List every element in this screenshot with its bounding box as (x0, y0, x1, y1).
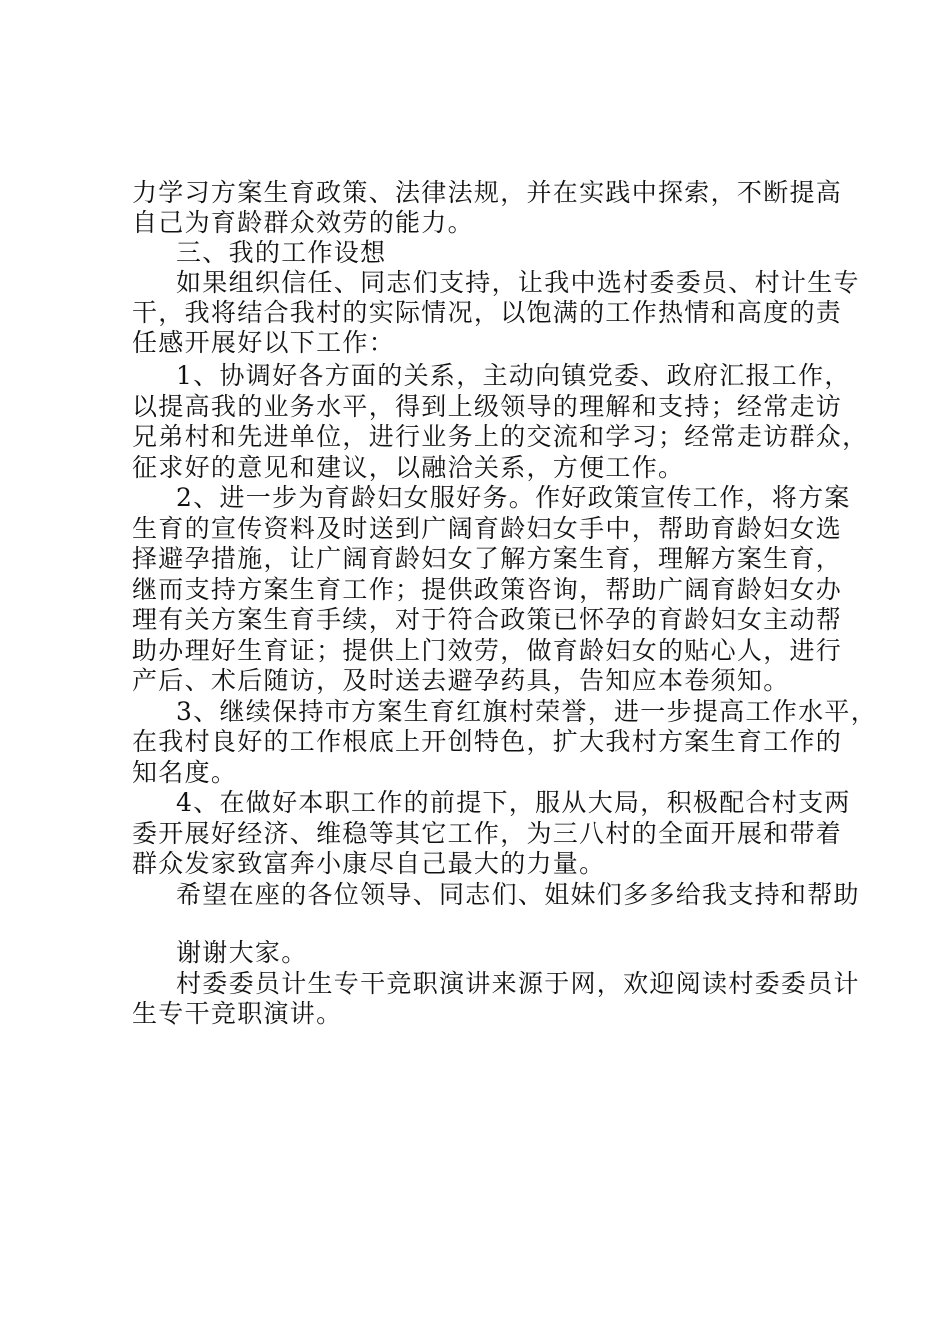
text-line: 如果组织信任、同志们支持，让我中选村委委员、村计生专 (176, 268, 860, 297)
section-heading: 三、我的工作设想 (176, 238, 387, 267)
text-line: 产后、术后随访，及时送去避孕药具，告知应本卷须知。 (132, 666, 790, 695)
text-line: 生专干竞职演讲。 (132, 999, 343, 1028)
text-line: 村委委员计生专干竞职演讲来源于网，欢迎阅读村委委员计 (176, 969, 860, 998)
text-line: 3、继续保持市方案生育红旗村荣誉，进一步提高工作水平， (176, 697, 878, 726)
text-line: 自己为育龄群众效劳的能力。 (132, 208, 474, 237)
text-line: 2、进一步为育龄妇女服好务。作好政策宣传工作，将方案 (176, 483, 851, 512)
text-line: 知名度。 (132, 758, 238, 787)
text-line: 理有关方案生育手续，对于符合政策已怀孕的育龄妇女主动帮 (132, 605, 843, 634)
text-line: 任感开展好以下工作： (132, 328, 396, 357)
text-line: 干，我将结合我村的实际情况，以饱满的工作热情和高度的责 (132, 298, 843, 327)
text-line: 在我村良好的工作根底上开创特色，扩大我村方案生育工作的 (132, 727, 843, 756)
text-line: 助办理好生育证；提供上门效劳，做育龄妇女的贴心人，进行 (132, 636, 843, 665)
text-line: 择避孕措施，让广阔育龄妇女了解方案生育，理解方案生育， (132, 544, 843, 573)
text-line: 力学习方案生育政策、法律法规，并在实践中探索，不断提高 (132, 178, 843, 207)
text-line: 希望在座的各位领导、同志们、姐妹们多多给我支持和帮助 (176, 880, 860, 909)
text-line: 委开展好经济、维稳等其它工作，为三八村的全面开展和带着 (132, 819, 843, 848)
text-line: 1、协调好各方面的关系，主动向镇党委、政府汇报工作， (176, 361, 851, 390)
text-line: 群众发家致富奔小康尽自己最大的力量。 (132, 849, 606, 878)
text-line: 兄弟村和先进单位，进行业务上的交流和学习；经常走访群众， (132, 422, 869, 451)
text-line: 以提高我的业务水平，得到上级领导的理解和支持；经常走访 (132, 392, 843, 421)
text-line: 4、在做好本职工作的前提下，服从大局，积极配合村支两 (176, 788, 851, 817)
text-line: 谢谢大家。 (176, 938, 308, 967)
text-line: 继而支持方案生育工作；提供政策咨询，帮助广阔育龄妇女办 (132, 575, 843, 604)
text-line: 生育的宣传资料及时送到广阔育龄妇女手中，帮助育龄妇女选 (132, 514, 843, 543)
text-line: 征求好的意见和建议，以融洽关系，方便工作。 (132, 453, 685, 482)
